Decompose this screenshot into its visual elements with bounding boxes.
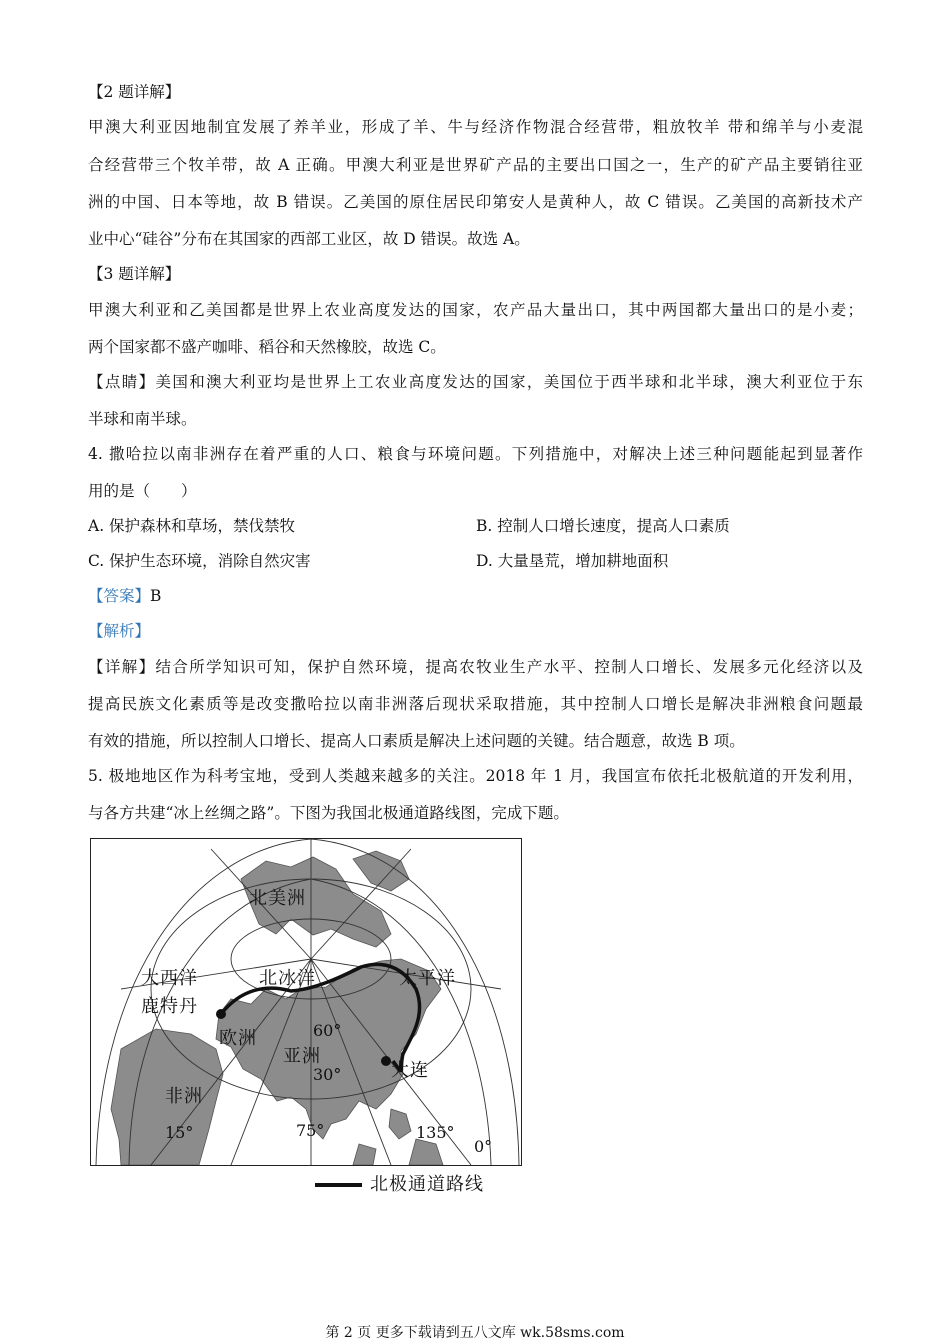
q4-stem-line: 用的是（ ） bbox=[88, 482, 197, 500]
q4-option-a: A. 保护森林和草场，禁伐禁牧 bbox=[88, 517, 296, 535]
page-footer: 第 2 页 更多下载请到五八文库 wk.58sms.com bbox=[325, 1325, 625, 1341]
answer-label: 【答案】 bbox=[88, 587, 151, 605]
q4-option-d: D. 大量垦荒，增加耕地面积 bbox=[476, 552, 669, 570]
q3-heading: 【3 题详解】 bbox=[88, 265, 181, 283]
label-rotterdam: 鹿特丹 bbox=[141, 996, 198, 1017]
q4-detail-line: 【详解】结合所学知识可知，保护自然环境，提高农牧业生产水平、控制人口增长、发展多元化经济以及 bbox=[88, 658, 863, 676]
q4-option-c: C. 保护生态环境，消除自然灾害 bbox=[88, 552, 311, 570]
q5-stem-line: 5. 极地地区作为科考宝地，受到人类越来越多的关注。2018 年 1 月，我国宣布依托北极航道的开发利用， bbox=[88, 767, 863, 785]
label-lon-75: 75° bbox=[296, 1121, 325, 1140]
q4-detail-line: 提高民族文化素质等是改变撒哈拉以南非洲落后现状采取措施，其中控制人口增长是解决非洲粮食问题最 bbox=[88, 695, 863, 713]
label-north-america: 北美洲 bbox=[249, 888, 306, 909]
q5-stem-line: 与各方共建“冰上丝绸之路”。下图为我国北极通道路线图，完成下题。 bbox=[88, 804, 569, 822]
dalian-point bbox=[381, 1056, 391, 1066]
label-africa: 非洲 bbox=[165, 1086, 203, 1107]
legend-route-label: 北极通道路线 bbox=[370, 1174, 484, 1195]
q2-text-line: 洲的中国、日本等地，故 B 错误。乙美国的原住居民印第安人是黄种人，故 C 错误。乙美国的高新技术产 bbox=[88, 193, 863, 211]
legend-route-swatch bbox=[315, 1183, 362, 1187]
label-asia: 亚洲 bbox=[283, 1046, 321, 1067]
label-lat-0: 0° bbox=[474, 1137, 493, 1156]
tip-line: 半球和南半球。 bbox=[88, 410, 197, 428]
label-lon-135: 135° bbox=[416, 1123, 455, 1142]
q3-text-line: 两个国家都不盛产咖啡、稻谷和天然橡胶，故选 C。 bbox=[88, 338, 446, 356]
q2-text-line: 甲澳大利亚因地制宜发展了养羊业，形成了羊、牛与经济作物混合经营带，粗放牧羊 带和绵羊与小麦混 bbox=[88, 118, 863, 136]
label-europe: 欧洲 bbox=[219, 1028, 257, 1049]
label-dalian: 大连 bbox=[391, 1060, 429, 1081]
analysis-label: 【解析】 bbox=[88, 622, 151, 640]
label-pacific: 太平洋 bbox=[399, 968, 456, 989]
rotterdam-point bbox=[216, 1009, 226, 1019]
q3-text-line: 甲澳大利亚和乙美国都是世界上农业高度发达的国家，农产品大量出口，其中两国都大量出口的是小麦； bbox=[88, 301, 863, 319]
label-lon-15: 15° bbox=[165, 1123, 194, 1142]
q4-stem-line: 4. 撒哈拉以南非洲存在着严重的人口、粮食与环境问题。下列措施中，对解决上述三种问题能起到显著作 bbox=[88, 445, 863, 463]
q2-text-line: 合经营带三个牧羊带，故 A 正确。甲澳大利亚是世界矿产品的主要出口国之一，生产的矿产品主要销往亚 bbox=[88, 156, 863, 174]
tip-line: 【点睛】美国和澳大利亚均是世界上工农业高度发达的国家，美国位于西半球和北半球，澳大利亚位于东 bbox=[88, 373, 863, 391]
q2-text-line: 业中心“硅谷”分布在其国家的西部工业区，故 D 错误。故选 A。 bbox=[88, 230, 530, 248]
label-lat-60: 60° bbox=[313, 1021, 342, 1040]
arctic-route-map bbox=[90, 838, 522, 1166]
label-arctic: 北冰洋 bbox=[259, 968, 316, 989]
q4-answer-row bbox=[88, 586, 863, 606]
answer-value: B bbox=[150, 587, 162, 605]
label-atlantic: 大西洋 bbox=[141, 968, 198, 989]
label-lat-30: 30° bbox=[313, 1065, 342, 1084]
q2-heading: 【2 题详解】 bbox=[88, 83, 181, 101]
q4-option-b: B. 控制人口增长速度，提高人口素质 bbox=[476, 517, 730, 535]
q4-detail-line: 有效的措施，所以控制人口增长、提高人口素质是解决上述问题的关键。结合题意，故选 B 项。 bbox=[88, 732, 745, 750]
